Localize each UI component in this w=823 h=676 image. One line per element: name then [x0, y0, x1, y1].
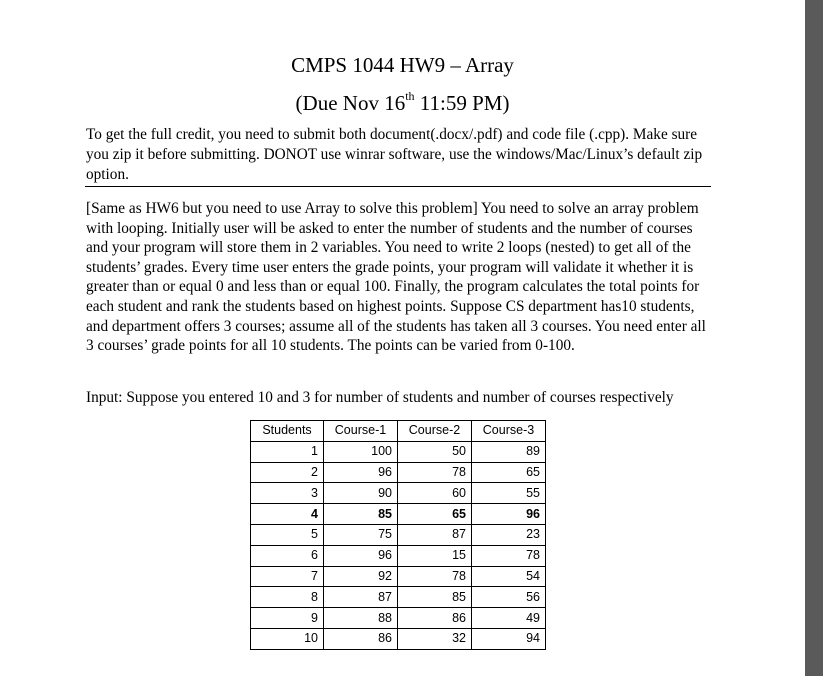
course-2-cell: 50 — [398, 441, 472, 462]
problem-description: [Same as HW6 but you need to use Array to solve this problem] You need to solve an array problem with looping. Initially user will be asked to enter the number of students and the number of courses and your program will store them in 2 variables. You need to write 2 loops (nested) to get all of the students’ grades. Every time user enters the grade points, your program will validate it whether it is greater than or equal 0 and less than or equal 100. Finally, the program calculates the total points for each student and rank the students based on highest points. Suppose CS department has10 students, and department offers 3 courses; assume all of the students has taken all 3 courses. You need enter all 3 courses’ grade points for all 10 students. The points can be varied from 0-100. — [86, 200, 706, 355]
input-description: Input: Suppose you entered 10 and 3 for number of students and number of courses respectively — [86, 389, 674, 406]
vertical-scrollbar[interactable] — [805, 0, 823, 676]
course-3-cell: 78 — [472, 545, 546, 566]
submission-instructions: To get the full credit, you need to submit both document(.docx/.pdf) and code file (.cpp). Make sure you zip it before submitting. DONOT use winrar software, use the windows/Mac/Linux’s default zip option. — [86, 126, 703, 183]
table-row — [251, 524, 546, 545]
table-row — [251, 566, 546, 587]
due-date — [0, 91, 805, 116]
table-row — [251, 462, 546, 483]
course-3-cell: 89 — [472, 441, 546, 462]
student-cell: 4 — [251, 504, 324, 525]
student-cell: 5 — [251, 524, 324, 545]
course-3-cell: 94 — [472, 628, 546, 649]
student-cell: 10 — [251, 628, 324, 649]
course-1-cell: 92 — [324, 566, 398, 587]
course-1-cell: 88 — [324, 608, 398, 629]
course-1-cell: 87 — [324, 587, 398, 608]
course-2-cell: 15 — [398, 545, 472, 566]
table-header-row — [251, 421, 546, 442]
course-1-cell: 96 — [324, 545, 398, 566]
header-course-2: Course-2 — [398, 421, 472, 442]
header-course-1: Course-1 — [324, 421, 398, 442]
student-cell: 9 — [251, 608, 324, 629]
course-1-cell: 90 — [324, 483, 398, 504]
table-row — [251, 587, 546, 608]
student-cell: 1 — [251, 441, 324, 462]
due-superscript: th — [405, 89, 415, 103]
course-3-cell: 56 — [472, 587, 546, 608]
course-2-cell: 32 — [398, 628, 472, 649]
course-1-cell: 86 — [324, 628, 398, 649]
course-2-cell: 78 — [398, 462, 472, 483]
header-students: Students — [251, 421, 324, 442]
student-cell: 3 — [251, 483, 324, 504]
student-cell: 8 — [251, 587, 324, 608]
table-row — [251, 483, 546, 504]
course-3-cell: 96 — [472, 504, 546, 525]
student-cell: 2 — [251, 462, 324, 483]
course-2-cell: 86 — [398, 608, 472, 629]
course-3-cell: 65 — [472, 462, 546, 483]
course-2-cell: 60 — [398, 483, 472, 504]
course-2-cell: 78 — [398, 566, 472, 587]
header-course-3: Course-3 — [472, 421, 546, 442]
document-title: CMPS 1044 HW9 – Array — [291, 53, 514, 77]
course-2-cell: 87 — [398, 524, 472, 545]
course-1-cell: 75 — [324, 524, 398, 545]
course-1-cell: 100 — [324, 441, 398, 462]
course-3-cell: 54 — [472, 566, 546, 587]
horizontal-divider — [85, 186, 711, 187]
table-row — [251, 628, 546, 649]
course-2-cell: 85 — [398, 587, 472, 608]
table-row — [251, 441, 546, 462]
course-1-cell: 85 — [324, 504, 398, 525]
course-1-cell: 96 — [324, 462, 398, 483]
course-3-cell: 55 — [472, 483, 546, 504]
table-row-highlighted — [251, 504, 546, 525]
student-cell: 6 — [251, 545, 324, 566]
due-suffix: 11:59 PM) — [414, 91, 510, 115]
student-cell: 7 — [251, 566, 324, 587]
table-row — [251, 608, 546, 629]
course-3-cell: 49 — [472, 608, 546, 629]
course-3-cell: 23 — [472, 524, 546, 545]
grades-table — [250, 420, 546, 650]
due-prefix: (Due Nov 16 — [295, 91, 406, 115]
table-row — [251, 545, 546, 566]
course-2-cell: 65 — [398, 504, 472, 525]
